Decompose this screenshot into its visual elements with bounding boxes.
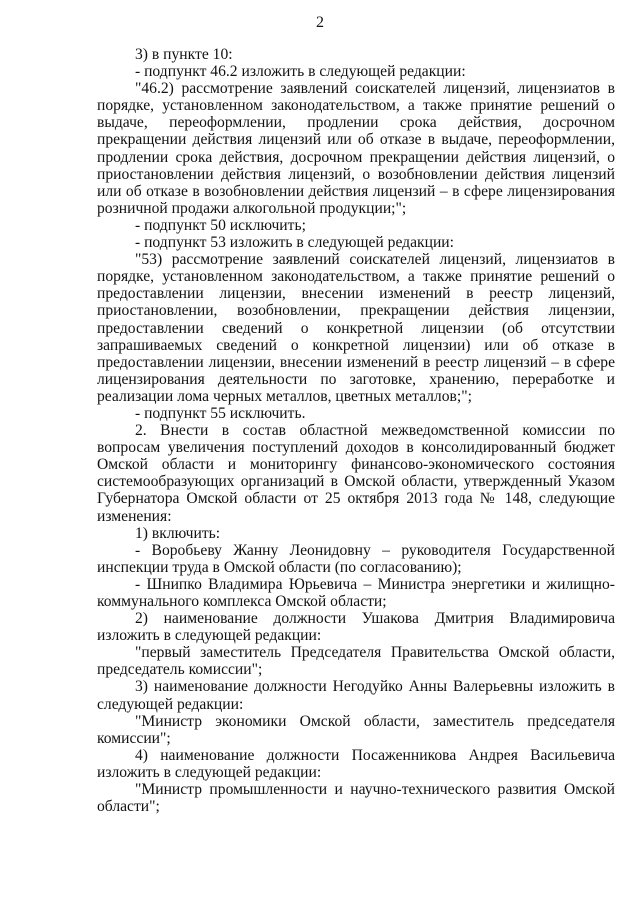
paragraph-subitem-53-intro: - подпункт 53 изложить в следующей редакции:: [135, 234, 454, 252]
paragraph-subitem-55-exclude: - подпункт 55 исключить.: [135, 404, 306, 422]
paragraph-item-3-negoduyko: 3) наименование должности Негодуйко Анны Валерьевны изложить в следующей редакции:: [97, 678, 615, 713]
page-number: 2: [316, 14, 324, 31]
paragraph-include-shnipko: - Шнипко Владимира Юрьевича – Министра энергетики и жилищно-коммунального комплекса Омской области;: [97, 575, 615, 610]
paragraph-subitem-50-exclude: - подпункт 50 исключить;: [135, 216, 306, 234]
paragraph-item-4-quote: "Министр промышленности и научно-технического развития Омской области";: [97, 781, 615, 816]
document-body: [97, 46, 615, 815]
paragraph-subitem-53-text: "53) рассмотрение заявлений соискателей лицензий, лицензиатов в порядке, установленном законодательством, а также принятие решений о предоставлении лицензии, внесении изменений в реестр лицензий, приостановлении, возобновлении, прекращении действия лицензии, предоставлении сведений о конкретной лицензии (об отсутствии запрашиваемых сведений о конкретной лицензии) или об отказе в предоставлении лицензии, внесении изменений в реестр лицензий – в сфере лицензирования деятельности по заготовке, хранению, переработке и реализации лома черных металлов, цветных металлов;";: [97, 251, 615, 405]
paragraph-subitem-46-2-text: "46.2) рассмотрение заявлений соискателей лицензий, лицензиатов в порядке, установленном законодательством, а также принятие решений о выдаче, переоформлении, продлении срока действия, досрочном прекращении действия лицензий или об отказе в выдаче, переоформлении, продлении срока действия, досрочном прекращении действия лицензий, о приостановлении действия лицензий, о возобновлении действия лицензий или об отказе в возобновлении действия лицензий – в сфере лицензирования розничной продажи алкогольной продукции;";: [97, 80, 615, 217]
paragraph-item-2-ushakov: 2) наименование должности Ушакова Дмитрия Владимировича изложить в следующей редакции:: [97, 610, 615, 645]
paragraph-item-4-posazhennikov: 4) наименование должности Посаженникова Андрея Васильевича изложить в следующей редакции:: [97, 746, 615, 781]
paragraph-item-2-quote: "первый заместитель Председателя Правительства Омской области, председатель комиссии";: [97, 644, 615, 679]
paragraph-section-2: 2. Внести в состав областной межведомственной комиссии по вопросам увеличения поступлений доходов в консолидированный бюджет Омской области и мониторингу финансово-экономического состояния системообразующих организаций в Омской области, утвержденный Указом Губернатора Омской области от 25 октября 2013 года № 148, следующие изменения:: [97, 422, 615, 525]
paragraph-include-vorobyeva: - Воробьеву Жанну Леонидовну – руководителя Государственной инспекции труда в Омской области (по согласованию);: [97, 541, 615, 576]
paragraph-item-3-quote: "Министр экономики Омской области, заместитель председателя комиссии";: [97, 712, 615, 747]
paragraph-include-header: 1) включить:: [135, 524, 221, 542]
paragraph-subitem-46-2-intro: - подпункт 46.2 изложить в следующей редакции:: [135, 63, 466, 81]
paragraph-item-3-header: 3) в пункте 10:: [135, 46, 233, 63]
